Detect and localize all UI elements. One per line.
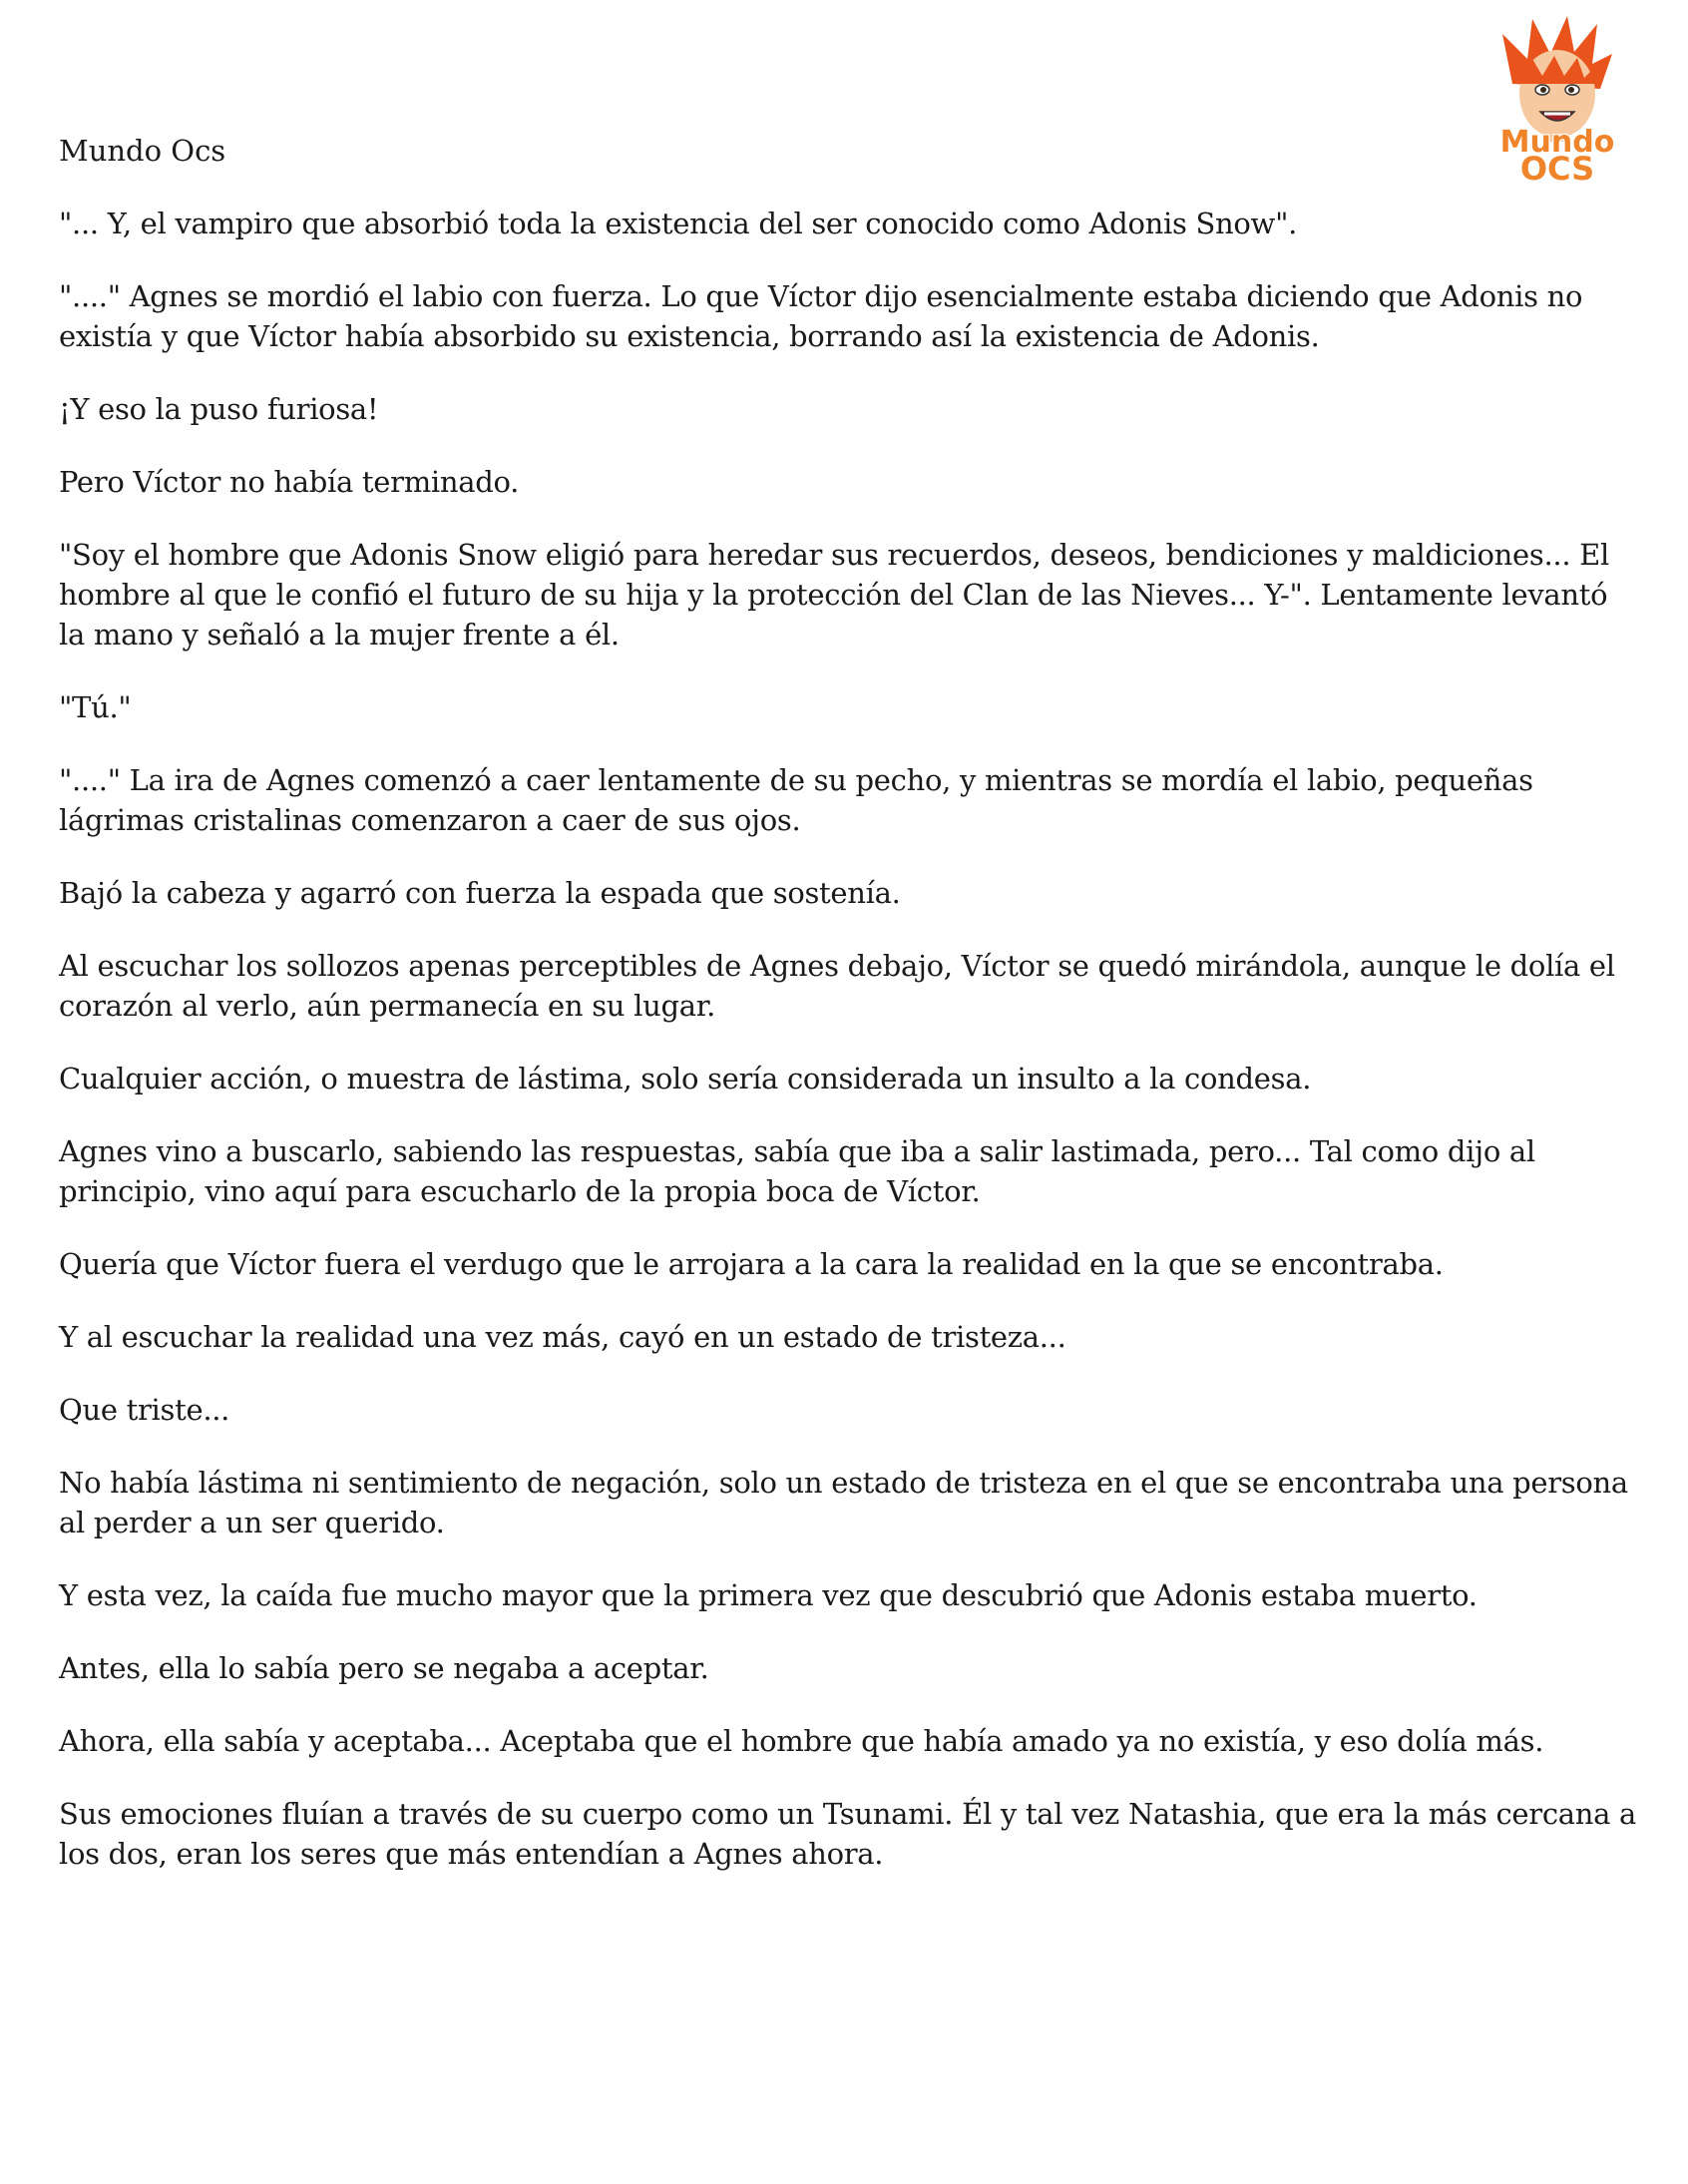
paragraph: Ahora, ella sabía y aceptaba... Aceptaba que el hombre que había amado ya no existía, y eso dolía más. (59, 1724, 1544, 1758)
paragraph: Al escuchar los sollozos apenas perceptibles de Agnes debajo, Víctor se quedó mirándola, aunque le dolía el corazón al verlo, aún permanecía en su lugar. (59, 949, 1615, 1023)
paragraph: "...." Agnes se mordió el labio con fuerza. Lo que Víctor dijo esencialmente estaba diciendo que Adonis no existía y que Víctor había absorbido su existencia, borrando así la existencia de Adonis. (59, 279, 1583, 353)
paragraph: Y al escuchar la realidad una vez más, cayó en un estado de tristeza... (59, 1320, 1066, 1354)
mundo-ocs-logo (1473, 14, 1642, 184)
paragraph: Pero Víctor no había terminado. (59, 465, 520, 499)
paragraph: "...." La ira de Agnes comenzó a caer lentamente de su pecho, y mientras se mordía el labio, pequeñas lágrimas cristalinas comenzaron a caer de sus ojos. (59, 763, 1533, 837)
paragraph: Antes, ella lo sabía pero se negaba a aceptar. (59, 1651, 709, 1685)
paragraph: Agnes vino a buscarlo, sabiendo las respuestas, sabía que iba a salir lastimada, pero... Tal como dijo al principio, vino aquí para escucharlo de la propia boca de Víctor. (59, 1134, 1535, 1208)
paragraph: Y esta vez, la caída fue mucho mayor que la primera vez que descubrió que Adonis estaba muerto. (59, 1578, 1477, 1612)
paragraph: "Tú." (59, 690, 132, 724)
paragraph: "... Y, el vampiro que absorbió toda la existencia del ser conocido como Adonis Snow". (59, 207, 1298, 240)
paragraph: Bajó la cabeza y agarró con fuerza la espada que sostenía. (59, 876, 901, 910)
page-title: Mundo Ocs (59, 134, 226, 168)
paragraph: Cualquier acción, o muestra de lástima, solo sería considerada un insulto a la condesa. (59, 1062, 1312, 1095)
paragraph: "Soy el hombre que Adonis Snow eligió para heredar sus recuerdos, deseos, bendiciones y maldiciones... El hombre al que le confió el futuro de su hija y la protección del Clan de las Nieves... Y-". Lentamente levantó la mano y señaló a la mujer frente a él. (59, 538, 1609, 652)
logo-text-ocs: OCS (1519, 150, 1595, 184)
paragraph: Sus emociones fluían a través de su cuerpo como un Tsunami. Él y tal vez Natashia, que era la más cercana a los dos, eran los seres que más entendían a Agnes ahora. (59, 1797, 1637, 1871)
logo-text-mundo: Mundo (1499, 125, 1615, 160)
paragraph: Quería que Víctor fuera el verdugo que le arrojara a la cara la realidad en la que se encontraba. (59, 1247, 1444, 1281)
paragraph: Que triste... (59, 1393, 230, 1427)
paragraph: No había lástima ni sentimiento de negación, solo un estado de tristeza en el que se encontraba una persona al perder a un ser querido. (59, 1466, 1628, 1539)
paragraph: ¡Y eso la puso furiosa! (59, 392, 379, 426)
story-body (59, 204, 1641, 1907)
